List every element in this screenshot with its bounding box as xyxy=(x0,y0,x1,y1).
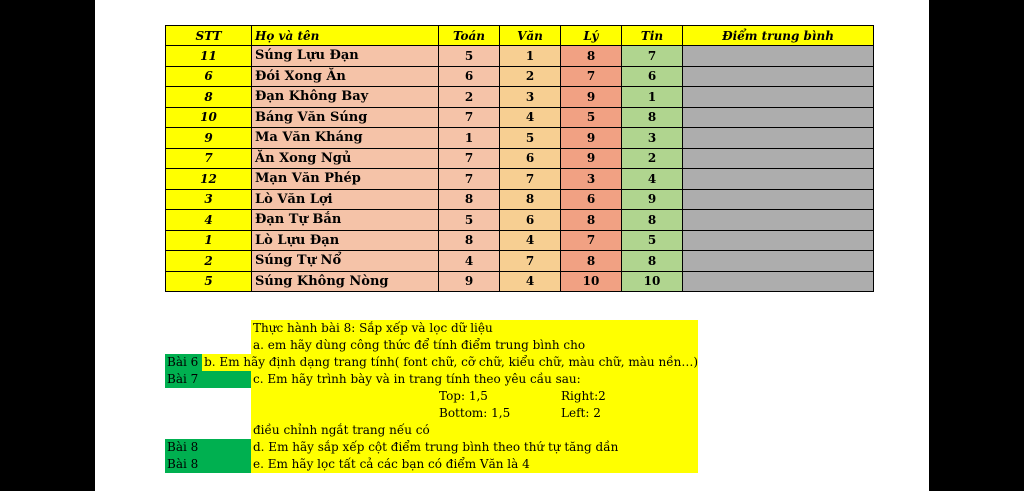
note-label-bai7[interactable]: Bài 7 xyxy=(165,371,251,388)
cell-avg[interactable] xyxy=(683,251,874,272)
table-row xyxy=(166,169,874,190)
cell-stt[interactable]: 2 xyxy=(166,251,252,272)
cell-name[interactable]: Mạn Văn Phép xyxy=(252,169,439,190)
header-van[interactable]: Văn xyxy=(500,26,561,46)
cell-tin[interactable]: 8 xyxy=(622,107,683,128)
cell-tin[interactable]: 10 xyxy=(622,271,683,292)
note-adjust[interactable]: điều chỉnh ngắt trang nếu có xyxy=(251,422,698,439)
cell-stt[interactable]: 10 xyxy=(166,107,252,128)
note-row xyxy=(165,422,698,439)
note-a[interactable]: a. em hãy dùng công thức để tính điểm trung bình cho xyxy=(251,337,698,354)
cell-name[interactable]: Lò Lựu Đạn xyxy=(252,230,439,251)
cell-van[interactable]: 2 xyxy=(500,66,561,87)
note-label-cell[interactable] xyxy=(165,405,251,422)
table-row xyxy=(166,189,874,210)
cell-name[interactable]: Ma Văn Kháng xyxy=(252,128,439,149)
note-row xyxy=(165,320,698,337)
note-row xyxy=(165,405,698,422)
cell-van[interactable]: 6 xyxy=(500,210,561,231)
note-e[interactable]: e. Em hãy lọc tất cả các bạn có điểm Văn là 4 xyxy=(251,456,698,473)
table-row xyxy=(166,46,874,67)
margin-bottom[interactable]: Bottom: 1,5 xyxy=(439,406,511,420)
cell-van[interactable]: 1 xyxy=(500,46,561,67)
cell-toan[interactable]: 7 xyxy=(439,107,500,128)
cell-tin[interactable]: 5 xyxy=(622,230,683,251)
spreadsheet-page xyxy=(95,0,929,491)
note-c[interactable]: c. Em hãy trình bày và in trang tính theo yêu cầu sau: xyxy=(251,371,698,388)
note-label-cell[interactable] xyxy=(165,320,251,337)
header-ly[interactable]: Lý xyxy=(561,26,622,46)
cell-tin[interactable]: 4 xyxy=(622,169,683,190)
cell-toan[interactable]: 8 xyxy=(439,230,500,251)
cell-avg[interactable] xyxy=(683,128,874,149)
cell-toan[interactable]: 5 xyxy=(439,210,500,231)
header-stt[interactable]: STT xyxy=(166,26,252,46)
table-row xyxy=(166,87,874,108)
note-label-bai8-e[interactable]: Bài 8 xyxy=(165,456,251,473)
cell-name[interactable]: Đói Xong Ăn xyxy=(252,66,439,87)
table-row xyxy=(166,271,874,292)
table-row xyxy=(166,210,874,231)
header-tin[interactable]: Tin xyxy=(622,26,683,46)
cell-tin[interactable]: 3 xyxy=(622,128,683,149)
cell-tin[interactable]: 6 xyxy=(622,66,683,87)
cell-stt[interactable]: 1 xyxy=(166,230,252,251)
cell-stt[interactable]: 5 xyxy=(166,271,252,292)
cell-ly[interactable]: 8 xyxy=(561,251,622,272)
note-row xyxy=(165,456,698,473)
cell-toan[interactable]: 9 xyxy=(439,271,500,292)
cell-ly[interactable]: 7 xyxy=(561,66,622,87)
table-row xyxy=(166,107,874,128)
exercise-notes xyxy=(165,320,698,473)
cell-avg[interactable] xyxy=(683,66,874,87)
cell-toan[interactable]: 5 xyxy=(439,46,500,67)
cell-avg[interactable] xyxy=(683,230,874,251)
cell-van[interactable]: 7 xyxy=(500,251,561,272)
cell-avg[interactable] xyxy=(683,46,874,67)
cell-van[interactable]: 8 xyxy=(500,189,561,210)
cell-toan[interactable]: 1 xyxy=(439,128,500,149)
cell-stt[interactable]: 3 xyxy=(166,189,252,210)
note-row xyxy=(165,388,698,405)
table-row xyxy=(166,66,874,87)
header-name[interactable]: Họ và tên xyxy=(252,26,439,46)
cell-avg[interactable] xyxy=(683,87,874,108)
table-row xyxy=(166,148,874,169)
cell-stt[interactable]: 4 xyxy=(166,210,252,231)
cell-tin[interactable]: 9 xyxy=(622,189,683,210)
cell-tin[interactable]: 8 xyxy=(622,210,683,231)
header-avg[interactable]: Điểm trung bình xyxy=(683,26,874,46)
cell-toan[interactable]: 7 xyxy=(439,169,500,190)
cell-avg[interactable] xyxy=(683,189,874,210)
note-row xyxy=(165,439,698,456)
cell-van[interactable]: 7 xyxy=(500,169,561,190)
cell-name[interactable]: Súng Không Nòng xyxy=(252,271,439,292)
cell-ly[interactable]: 8 xyxy=(561,210,622,231)
note-label-bai8-d[interactable]: Bài 8 xyxy=(165,439,251,456)
note-b[interactable]: b. Em hãy định dạng trang tính( font chữ, cỡ chữ, kiểu chữ, màu chữ, màu nền…) xyxy=(204,355,698,369)
cell-toan[interactable]: 8 xyxy=(439,189,500,210)
cell-toan[interactable]: 4 xyxy=(439,251,500,272)
cell-van[interactable]: 4 xyxy=(500,271,561,292)
cell-van[interactable]: 3 xyxy=(500,87,561,108)
margin-right[interactable]: Right:2 xyxy=(561,389,606,403)
cell-ly[interactable]: 9 xyxy=(561,87,622,108)
cell-ly[interactable]: 10 xyxy=(561,271,622,292)
margin-top[interactable]: Top: 1,5 xyxy=(439,389,488,403)
cell-ly[interactable]: 7 xyxy=(561,230,622,251)
grades-table xyxy=(165,25,874,292)
cell-name[interactable]: Súng Lựu Đạn xyxy=(252,46,439,67)
header-toan[interactable]: Toán xyxy=(439,26,500,46)
note-label-cell[interactable] xyxy=(165,388,251,405)
cell-stt[interactable]: 9 xyxy=(166,128,252,149)
header-row xyxy=(166,26,874,46)
cell-toan[interactable]: 7 xyxy=(439,148,500,169)
cell-van[interactable]: 6 xyxy=(500,148,561,169)
cell-ly[interactable]: 9 xyxy=(561,128,622,149)
note-label-bai6[interactable]: Bài 6 xyxy=(165,354,202,371)
cell-stt[interactable]: 6 xyxy=(166,66,252,87)
cell-ly[interactable]: 3 xyxy=(561,169,622,190)
margin-left[interactable]: Left: 2 xyxy=(561,406,601,420)
cell-toan[interactable]: 2 xyxy=(439,87,500,108)
table-row xyxy=(166,230,874,251)
cell-avg[interactable] xyxy=(683,271,874,292)
cell-stt[interactable]: 7 xyxy=(166,148,252,169)
cell-ly[interactable]: 6 xyxy=(561,189,622,210)
cell-avg[interactable] xyxy=(683,148,874,169)
cell-avg[interactable] xyxy=(683,107,874,128)
cell-van[interactable]: 5 xyxy=(500,128,561,149)
cell-van[interactable]: 4 xyxy=(500,107,561,128)
cell-van[interactable]: 4 xyxy=(500,230,561,251)
note-row xyxy=(165,354,698,371)
cell-avg[interactable] xyxy=(683,210,874,231)
cell-name[interactable]: Súng Tự Nổ xyxy=(252,251,439,272)
note-title[interactable]: Thực hành bài 8: Sắp xếp và lọc dữ liệu xyxy=(251,320,698,337)
cell-name[interactable]: Ăn Xong Ngủ xyxy=(252,148,439,169)
note-label-cell[interactable] xyxy=(165,337,251,354)
cell-avg[interactable] xyxy=(683,169,874,190)
cell-stt[interactable]: 11 xyxy=(166,46,252,67)
cell-name[interactable]: Báng Văn Súng xyxy=(252,107,439,128)
cell-tin[interactable]: 7 xyxy=(622,46,683,67)
cell-stt[interactable]: 8 xyxy=(166,87,252,108)
note-d[interactable]: d. Em hãy sắp xếp cột điểm trung bình theo thứ tự tăng dần xyxy=(251,439,698,456)
cell-tin[interactable]: 2 xyxy=(622,148,683,169)
cell-name[interactable]: Đạn Không Bay xyxy=(252,87,439,108)
cell-name[interactable]: Lò Văn Lợi xyxy=(252,189,439,210)
cell-tin[interactable]: 1 xyxy=(622,87,683,108)
note-row xyxy=(165,337,698,354)
note-row xyxy=(165,371,698,388)
cell-ly[interactable]: 8 xyxy=(561,46,622,67)
cell-name[interactable]: Đạn Tự Bắn xyxy=(252,210,439,231)
table-row xyxy=(166,251,874,272)
note-label-cell[interactable] xyxy=(165,422,251,439)
cell-stt[interactable]: 12 xyxy=(166,169,252,190)
table-row xyxy=(166,128,874,149)
cell-toan[interactable]: 6 xyxy=(439,66,500,87)
cell-ly[interactable]: 5 xyxy=(561,107,622,128)
cell-ly[interactable]: 9 xyxy=(561,148,622,169)
cell-tin[interactable]: 8 xyxy=(622,251,683,272)
